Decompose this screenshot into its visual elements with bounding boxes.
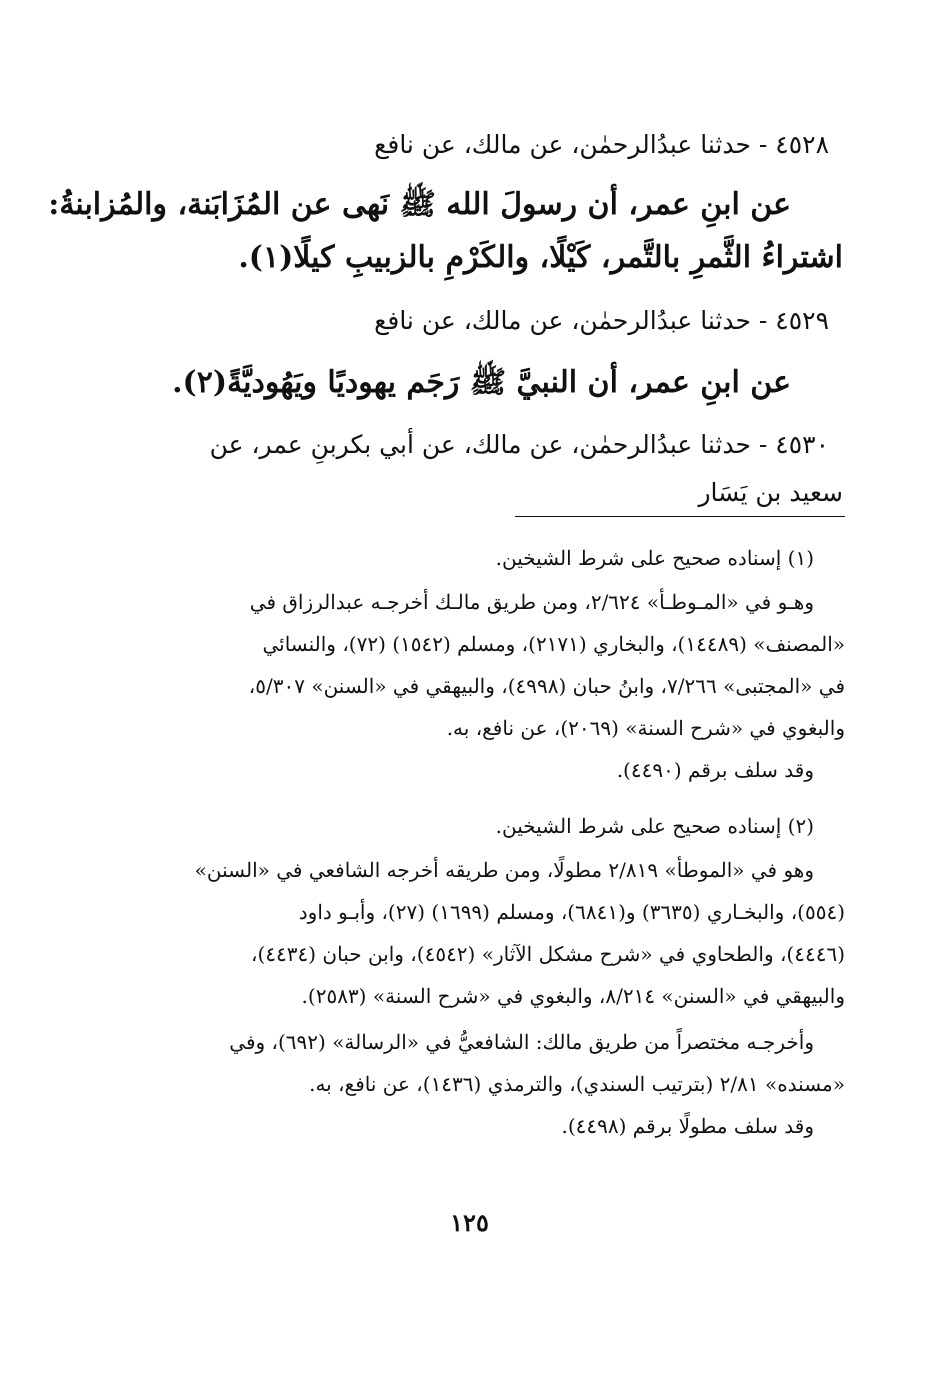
- footnote-2-line: (٤٤٤٦)، والطحاوي في «شرح مشكل الآثار» (٤٥٤٢)، وابن حبان (٤٤٣٤)،: [251, 942, 845, 966]
- footnote-2-line: وهو في «الموطأ» ٢/٨١٩ مطولًا، ومن طريقه أخرجه الشافعي في «السنن»: [194, 858, 814, 882]
- footnote-1-line: «المصنف» (١٤٤٨٩)، والبخاري (٢١٧١)، ومسلم (١٥٤٢) (٧٢)، والنسائي: [262, 632, 845, 656]
- hadith-4529-chain: ٤٥٢٩ - حدثنا عبدُالرحمٰن، عن مالك، عن نافع: [374, 306, 829, 335]
- hadith-4528-matn-line-1: عن ابنِ عمر، أن رسولَ الله ﷺ نَهى عن المُزَابَنة، والمُزابنةُ:: [48, 187, 791, 222]
- footnote-2-heading: (٢) إسناده صحيح على شرط الشيخين.: [495, 814, 814, 838]
- hadith-4528-chain: ٤٥٢٨ - حدثنا عبدُالرحمٰن، عن مالك، عن نافع: [374, 130, 829, 159]
- footnote-2-line: (٥٥٤)، والبخـاري (٣٦٣٥) و(٦٨٤١)، ومسلم (١٦٩٩) (٢٧)، وأبـو داود: [298, 900, 845, 924]
- footnote-divider: [515, 516, 845, 517]
- hadith-4528-matn-line-2: اشتراءُ الثَّمرِ بالتَّمر، كَيْلًا، والكَرْمِ بالزبيبِ كيلًا(١).: [238, 240, 843, 275]
- footnote-1-line: وهـو في «المـوطـأ» ٢/٦٢٤، ومن طريق مالـك أخرجـه عبدالرزاق في: [249, 590, 814, 614]
- hadith-4530-chain-line-2: سعيد بن يَسَار: [698, 478, 843, 507]
- hadith-4530-chain-line-1: ٤٥٣٠ - حدثنا عبدُالرحمٰن، عن مالك، عن أبي بكربنِ عمر، عن: [209, 430, 829, 459]
- footnote-1-line: والبغوي في «شرح السنة» (٢٠٦٩)، عن نافع، به.: [446, 716, 845, 740]
- footnote-1-line: في «المجتبى» ٧/٢٦٦، وابنُ حبان (٤٩٩٨)، والبيهقي في «السنن» ٥/٣٠٧،: [248, 674, 845, 698]
- page-number: ١٢٥: [450, 1208, 489, 1237]
- footnote-2-line: وأخرجـه مختصراً من طريق مالك: الشافعيُّ في «الرسالة» (٦٩٢)، وفي: [229, 1030, 814, 1054]
- footnote-1-line: وقد سلف برقم (٤٤٩٠).: [616, 758, 814, 782]
- hadith-4529-matn: عن ابنِ عمر، أن النبيَّ ﷺ رَجَم يهوديًا ويَهُوديَّةً(٢).: [172, 365, 791, 400]
- footnote-1-heading: (١) إسناده صحيح على شرط الشيخين.: [495, 546, 814, 570]
- footnote-2-line: وقد سلف مطولًا برقم (٤٤٩٨).: [561, 1114, 814, 1138]
- footnote-2-line: «مسنده» ٢/٨١ (بترتيب السندي)، والترمذي (١٤٣٦)، عن نافع، به.: [309, 1072, 845, 1096]
- footnote-2-line: والبيهقي في «السنن» ٨/٢١٤، والبغوي في «شرح السنة» (٢٥٨٣).: [301, 984, 845, 1008]
